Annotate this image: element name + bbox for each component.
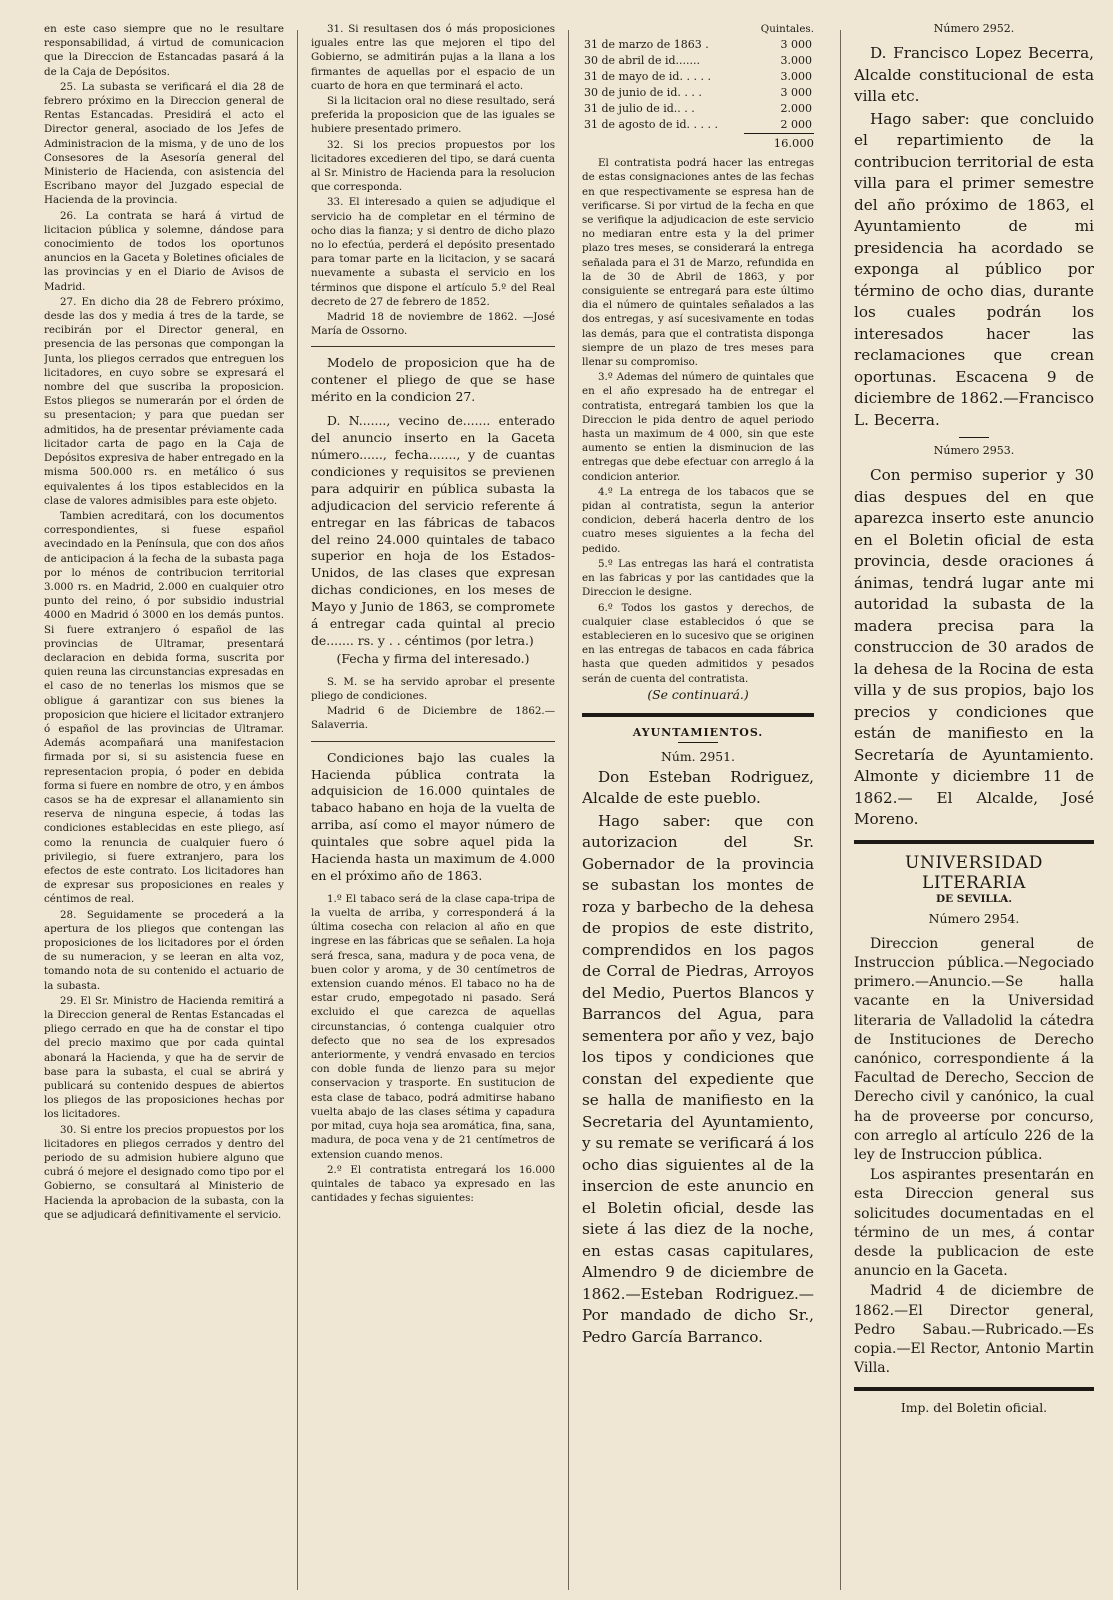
paragraph: Hago saber: que con autorizacion del Sr. Gobernador de la provincia se subastan los montes de roza y barbecho de la dehesa de propios de este distrito, comprendidos en los pagos de Corral de Piedras, Arroyos del Medio, Puertos Blancos y Barrancos del Agua, para sementera por año y vez, bajo los tipos y condiciones que constan del expediente que se halla de manifiesto en la Secretaria del Ayuntamiento, y su remate se verificará á los ocho dias siguientes al de la insercion de este anuncio en el Boletin oficial, desde las siete á las diez de la noche, en estas casas capitulares, Almendro 9 de diciembre de 1862.—Esteban Rodriguez.—Por mandado de dicho Sr., Pedro García Barranco. <box>582 811 814 1346</box>
paragraph: 30. Si entre los precios propuestos por los licitadores en pliegos cerrados y dentro del periodo de su admision hubiere alguno que cubrá ó mejore el designado como tipo por el Gobierno, se consultará al Ministerio de Hacienda la aprobacion de la subasta, con la que se adjudicará definitivamente el servicio. <box>44 1123 284 1221</box>
paragraph: 25. La subasta se verificará el dia 28 de febrero próximo en la Direccion general de Rentas Estancadas. Presidirá el acto el Director general, asociado de los Jefes de Administracion de la misma, y de uno de los Consesores de la Asesoría general del Ministerio de Hacienda, con asistencia del Escribano mayor del Juzgado especial de Hacienda de la provincia. <box>44 80 284 207</box>
paragraph: Con permiso superior y 30 dias despues del en que aparezca inserto este anuncio en el Boletin oficial de esta provincia, desde oraciones á ánimas, tendrá lugar ante mi autoridad la subasta de la madera precisa para la construccion de 30 arados de la dehesa de la Rocina de esta villa y de sus propios, bajo los precios y condiciones que están de manifiesto en la Secretaría de Ayuntamiento. Almonte y diciembre 11 de 1862.— El Alcalde, José Moreno. <box>854 466 1094 829</box>
paragraph: Tambien acreditará, con los documentos correspondientes, si fuese español avecindado en la Península, que con dos años de anticipacion á la fecha de la subasta paga por lo ménos de contribucion territorial 3.000 rs. en Madrid, 2.000 en cualquier otro punto del reino, ó por subsidio industrial 4000 en Madrid ó 3000 en los demás puntos. Si fuere extranjero ó español de las provincias de Ultramar, presentará declaracion en debida forma, suscrita por quien reuna las circunstancias expresadas en el caso de no tenerlas los mismos que se obligue á garantizar con sus bienes la proposicion que hiciere el licitador extranjero ó español de las provincias de Ultramar. Además acompañará una manifestacion firmada por si, si su asistencia fuese en representacion propia, ó poder en debida forma si fuere en nombre de otro, y en ámbos casos se ha de expresar el allanamiento sin reserva de ninguna especie, á todas las condiciones establecidas en este pliego, así como la renuncia de cualquier fuero ó privilegio, si fuere extranjero, para los efectos de este contrato. Los licitadores han de expresar sus proposiciones en reales y céntimos de real. <box>44 509 284 906</box>
condition: 1.º El tabaco será de la clase capa-tripa de la vuelta de arriba, y corresponderá á la última cosecha con relacion al año en que ingrese en las fábricas que se señalen. La hoja será fresca, sana, madura y de poca vena, de buen color y aroma, y de 30 centímetros de extension cuando ménos. El tabaco no ha de estar crudo, empegotado ni pasado. Será excluido el que carezca de aquellas circunstancias, ó contenga cualquier otro defecto que no sea de los expresados anteriormente, y vendrá envasado en tercios con doble funda de lienzo para su mejor conservacion y trasporte. En sustitucion de esta clase de tabaco, podrá admitirse habano vuelta abajo de las clases sétima y capadura por mitad, cuya hoja sea aromática, fina, sana, madura, de poca vena y de 21 centímetros de extension cuando menos. <box>311 892 555 1161</box>
delivery-quantity: 3 000 <box>780 86 812 100</box>
modelo-title: Modelo de proposicion que ha de contener el pliego de que se hase mérito en la condicion 27. <box>311 355 555 405</box>
delivery-quantity: 3.000 <box>780 54 812 68</box>
delivery-date: 30 de abril de id....... <box>584 54 701 68</box>
table-row <box>582 101 814 117</box>
modelo-body: D. N......., vecino de....... enterado del anuncio inserto en la Gaceta número......, fecha......., y de cuantas condiciones y requisitos se previenen para adquirir en pública subasta la adjudicacion del servicio referente á entregar en las fábricas de tabacos del reino 24.000 quintales de tabaco superior en hoja de los Estados-Unidos, de las clases que expresan dichas condiciones, en los meses de Mayo y Junio de 1863, se compromete á entregar cada quintal al precio de....... rs. y . . céntimos (por letra.) <box>311 413 555 648</box>
delivery-quantity: 2 000 <box>780 118 812 132</box>
divider <box>582 713 814 717</box>
paragraph: 31. Si resultasen dos ó más proposiciones iguales entre las que mejoren el tipo del Gobierno, se admitirán pujas a la llana a los firmantes de aquellas por el espacio de un cuarto de hora en que terminará el acto. <box>311 23 555 92</box>
university-heading: UNIVERSIDAD LITERARIA <box>905 852 1043 893</box>
delivery-quantity: 3 000 <box>780 38 812 52</box>
approval-note: S. M. se ha servido aprobar el presente pliego de condiciones. <box>311 675 555 702</box>
table-row <box>582 117 814 133</box>
divider <box>678 742 718 743</box>
condition: 2.º El contratista entregará los 16.000 quintales de tabaco ya expresado en las cantidades y fechas siguientes: <box>311 1163 555 1205</box>
paragraph: D. Francisco Lopez Becerra, Alcalde constitucional de esta villa etc. <box>854 44 1094 106</box>
paragraph: Don Esteban Rodriguez, Alcalde de este pueblo. <box>582 767 814 808</box>
signature: Madrid 18 de noviembre de 1862. —José María de Ossorno. <box>311 311 555 338</box>
delivery-date: 31 de julio de id.. . . <box>584 102 695 116</box>
notice-number: Número 2952. <box>933 22 1015 35</box>
delivery-quantity: 3.000 <box>780 70 812 84</box>
paragraph: en este caso siempre que no le resultare responsabilidad, á virtud de comunicacion que la Direccion de Estancadas pasará á la de la Caja de Depósitos. <box>44 23 284 78</box>
divider <box>959 437 989 438</box>
paragraph: 32. Si los precios propuestos por los licitadores excedieren del tipo, se dará cuenta al Sr. Ministro de Hacienda para la resolucion que corresponda. <box>311 138 555 194</box>
paragraph: 26. La contrata se hará á virtud de licitacion pública y solemne, dándose para conocimiento de todos los oportunos anuncios en la Gaceta y Boletines oficiales de las provincias y en el Diario de Avisos de Madrid. <box>44 209 284 293</box>
paragraph: El contratista podrá hacer las entregas de estas consignaciones antes de las fechas en que respectivamente se espresa han de verificarse. Si por virtud de la fecha en que se verifique la adjudicacion de este servicio no mediaran entre esta y la del primer plazo tres meses, se considerará la entrega señalada para el 31 de Marzo, refundida en la de 30 de Abril de 1863, y por consiguiente se entregará para este último dia el número de quintales señalados a las dos entregas, y así sucesivamente en todas las demás, para que el contratista disponga siempre de un plazo de tres meses para llenar su compromiso. <box>582 157 814 369</box>
delivery-date: 31 de agosto de id. . . . . <box>584 118 719 132</box>
notice-number: Número 2953. <box>933 444 1015 458</box>
paragraph: Los aspirantes presentarán en esta Direccion general sus solicitudes documentadas en el término de un mes, á contar desde la publicacion de este anuncio en la Gaceta. <box>854 1167 1094 1280</box>
column-3 <box>582 22 814 1582</box>
divider <box>854 1387 1094 1391</box>
paragraph: 29. El Sr. Ministro de Hacienda remitirá a la Direccion general de Rentas Estancadas el pliego cerrado en que ha de constar el tipo del precio maximo que por cada quintal abonará la Hacienda, y que ha de servir de base para la subasta, el cual se abrirá y publicará su contenido despues de abiertos los pliegos de las proposiciones hechas por los licitadores. <box>44 994 284 1121</box>
column-2 <box>311 22 555 1582</box>
delivery-date: 31 de marzo de 1863 . <box>584 38 709 52</box>
paragraph: Si la licitacion oral no diese resultado, será preferida la proposicion que de las iguales se hubiere presentado primero. <box>311 95 555 136</box>
notice-number: Número 2954. <box>928 910 1020 926</box>
column-rule <box>840 30 841 1590</box>
paragraph: 27. En dicho dia 28 de Febrero próximo, desde las dos y media á tres de la tarde, se recibirán por el Director general, en presencia de las personas que compongan la Junta, los pliegos cerrados que entreguen los licitadores, en cuyo sobre se expresará el nombre del que suscriba la proposicion. Estos pliegos se numerarán por el órden de su presentacion; y para que puedan ser admitidos, ha de presentar préviamente cada licitador carta de pago en la Caja de Depósitos expresiva de haber entregado en la misma 500.000 rs. en metálico ó sus equivalentes á los tipos establecidos en la clase de valores admisibles para este objeto. <box>44 295 284 507</box>
paragraph: 4.º La entrega de los tabacos que se pidan al contratista, segun la anterior condicion, deberá hacerla dentro de los cuatro meses siguientes a la fecha del pedido. <box>582 485 814 555</box>
table-row <box>582 69 814 85</box>
column-rule <box>568 30 569 1590</box>
paragraph: 5.º Las entregas las hará el contratista en las fabricas y por las cantidades que la Direccion le designe. <box>582 557 814 599</box>
divider <box>854 840 1094 844</box>
delivery-table <box>582 37 814 133</box>
conditions-title: Condiciones bajo las cuales la Hacienda pública contrata la adquisicion de 16.000 quintales de tabaco habano en hoja de la vuelta de arriba, así como el mayor número de quintales que sobre aquel pida la Hacienda hasta un maximum de 4.000 en el próximo año de 1863. <box>311 749 555 883</box>
section-heading: AYUNTAMIENTOS. <box>632 725 764 739</box>
column-4 <box>854 22 1094 1582</box>
paragraph: 28. Seguidamente se procederá a la apertura de los pliegos que contengan las proposiciones de los licitadores por el órden de su numeracion, y se leeran en alta voz, tomando nota de su contenido el actuario de la subasta. <box>44 908 284 992</box>
paragraph: Direccion general de Instruccion pública.—Negociado primero.—Anuncio.—Se halla vacante en la Universidad literaria de Valladolid la cátedra de Instituciones de Derecho canónico, correspondiente á la Facultad de Derecho, Seccion de Derecho civil y canónico, la cual ha de proveerse por concurso, con arreglo al artículo 226 de la ley de Instruccion pública. <box>854 935 1094 1164</box>
table-row <box>582 85 814 101</box>
divider <box>311 346 555 347</box>
paragraph: Madrid 4 de diciembre de 1862.—El Director general, Pedro Sabau.—Rubricado.—Es copia.—El Rector, Antonio Martin Villa. <box>854 1283 1094 1377</box>
delivery-date: 30 de junio de id. . . . <box>584 86 702 100</box>
delivery-quantity: 2.000 <box>780 102 812 116</box>
table-row <box>582 53 814 69</box>
divider <box>311 741 555 742</box>
university-subheading: DE SEVILLA. <box>936 892 1012 905</box>
approval-signature: Madrid 6 de Diciembre de 1862.— Salaverria. <box>311 705 555 732</box>
quintales-header: Quintales. <box>760 23 814 35</box>
paragraph: Hago saber: que concluido el repartimiento de la contribucion territorial de esta villa para el primer semestre del año próximo de 1863, el Ayuntamiento de mi presidencia ha acordado se exponga al público por término de ocho dias, durante los cuales podrán los interesados hacer las reclamaciones que crean oportunas. Escacena 9 de diciembre de 1862.—Francisco L. Becerra. <box>854 109 1094 429</box>
column-rule <box>297 30 298 1590</box>
paragraph: 3.º Ademas del número de quintales que en el año expresado ha de entregar el contratista, entregará tambien los que la Direccion le pida dentro de aquel periodo hasta un maximum de 4 000, sin que este aumento se entien la disminucion de las entregas que debe efectuar con arreglo á la condicion anterior. <box>582 371 814 483</box>
table-row <box>582 37 814 53</box>
column-1 <box>44 22 284 1582</box>
delivery-date: 31 de mayo de id. . . . . <box>584 70 711 84</box>
continuation-note: (Se continuará.) <box>647 686 749 702</box>
paragraph: 6.º Todos los gastos y derechos, de cualquier clase establecidos ó que se establecieren en lo sucesivo que se originen en las entregas de tabacos en cada fábrica hasta que queden admitidos y pesados serán de cuenta del contratista. <box>582 601 814 685</box>
quintales-total: 16.000 <box>744 133 814 150</box>
printer-imprint: Imp. del Boletin oficial. <box>900 1400 1048 1416</box>
paragraph: 33. El interesado a quien se adjudique el servicio ha de completar en el término de ocho dias la fianza; y si dentro de dicho plazo no lo efectúa, perderá el depósito presentado para tomar parte en la licitacion, y se sacará nuevamente a subasta el servicio en los términos que dispone el artículo 5.º del Real decreto de 27 de febrero de 1852. <box>311 196 555 308</box>
notice-number: Núm. 2951. <box>661 748 735 764</box>
modelo-sign: (Fecha y firma del interesado.) <box>336 650 530 666</box>
